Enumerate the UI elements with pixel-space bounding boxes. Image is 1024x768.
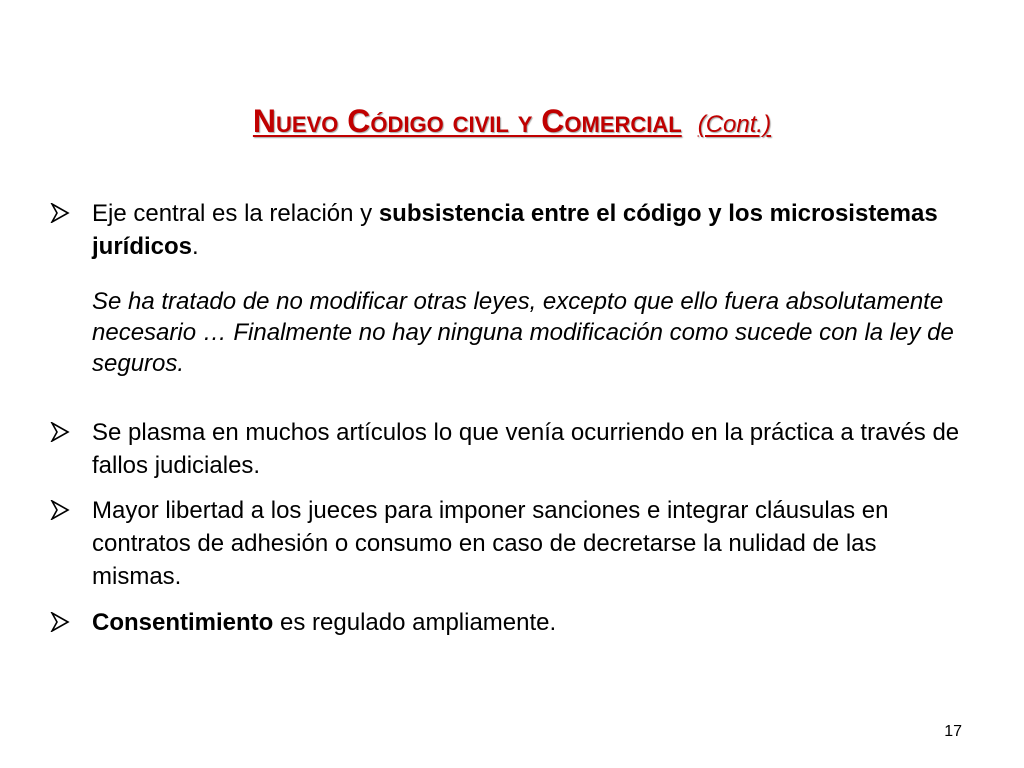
bullet-1-bold: subsistencia entre el código y los microsistemas jurídicos — [92, 200, 938, 260]
arrowhead-bullet-icon — [50, 612, 70, 632]
bullet-4-bold: Consentimiento — [92, 609, 274, 636]
bullet-1-text — [92, 197, 972, 263]
bullet-4-post: es regulado ampliamente. — [273, 609, 557, 636]
bullet-2-text: Se plasma en muchos artículos lo que venía ocurriendo en la práctica a través de fallos judiciales. — [92, 419, 960, 479]
page-number: 17 — [944, 723, 962, 740]
title-main: Nuevo Código civil y Comercial — [252, 103, 682, 139]
slide-title — [0, 103, 1024, 140]
title-cont: (Cont.) — [697, 111, 772, 138]
quote-text: Se ha tratado de no modificar otras leyes, excepto que ello fuera absolutamente necesario … Finalmente no hay ninguna modificación como sucede con la ley de seguros. — [92, 288, 954, 377]
arrowhead-bullet-icon — [50, 500, 70, 520]
arrowhead-bullet-icon — [50, 422, 70, 442]
bullet-4-text — [92, 606, 972, 639]
bullet-3-text: Mayor libertad a los jueces para imponer sanciones e integrar cláusulas en contratos de adhesión o consumo en caso de decretarse la nulidad de las mismas. — [92, 497, 889, 590]
bullet-1-post: . — [192, 233, 199, 260]
bullet-1-pre: Eje central es la relación y — [92, 200, 379, 227]
arrowhead-bullet-icon — [50, 203, 70, 223]
